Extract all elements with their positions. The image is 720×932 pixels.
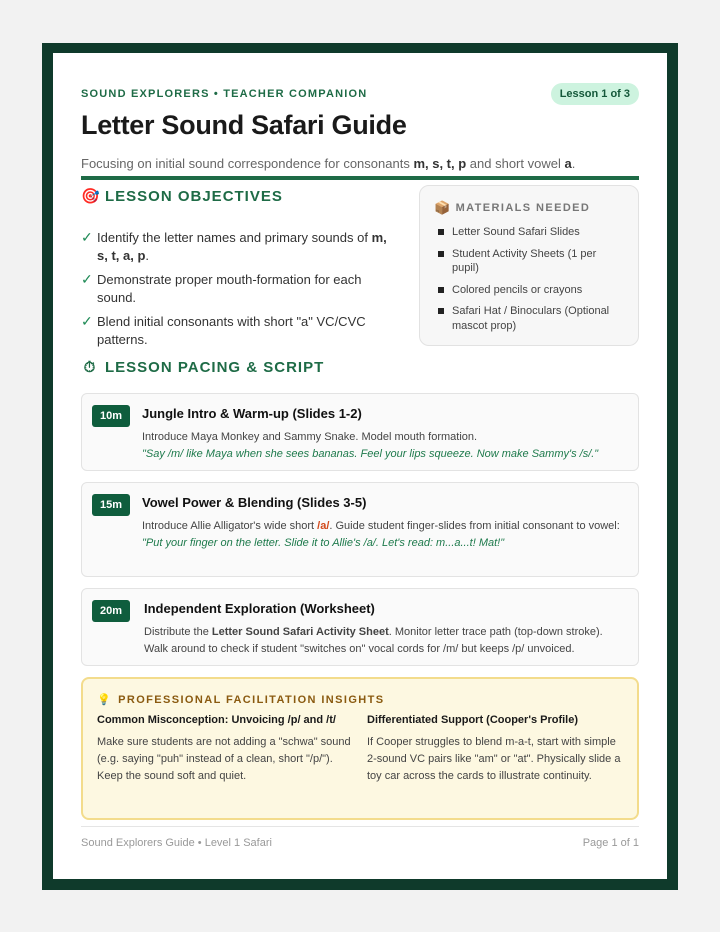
document-page [53,53,667,879]
list-item [81,313,397,348]
bullet-square-icon [438,308,444,314]
bullet-square-icon [438,251,444,257]
package-icon: 📦 [434,200,452,215]
list-item [438,304,624,333]
step-text-bold: Letter Sound Safari Activity Sheet [211,626,389,638]
step-text [142,518,628,535]
objectives-list [81,229,397,355]
pacing-step-3 [81,588,639,666]
list-item [81,271,397,306]
insights-heading-text: PROFESSIONAL FACILITATION INSIGHTS [118,693,385,706]
step-text-end: . Monitor letter trace path (top-down stroke). Walk around to check if student "switches on" vocal cords for /m/ but keeps /p/ unvoiced. [144,626,603,655]
material-text: Student Activity Sheets (1 per pupil) [452,247,597,274]
step-text-part: Introduce Allie Alligator's wide short [142,520,318,532]
pacing-heading-text: LESSON PACING & SCRIPT [105,359,325,376]
checkmark-icon: ✓ [81,229,93,245]
subtitle-letters: m, s, t, p [413,156,467,171]
materials-list [434,225,624,333]
insight-text: Make sure students are not adding a "schwa" sound (e.g. saying "puh" instead of a clean, short "/p/"). Keep the sound soft and quiet. [97,736,351,783]
objectives-heading-text: LESSON OBJECTIVES [105,187,283,205]
insight-title: Common Misconception: Unvoicing /p/ and /t/ [97,714,336,726]
page-footer [81,826,639,849]
insight-differentiated-support [367,714,623,786]
page-title: Letter Sound Safari Guide [81,110,407,140]
pacing-step-2 [81,482,639,577]
objective-text: Demonstrate proper mouth-formation for each sound. [97,272,362,305]
material-text: Colored pencils or crayons [452,283,583,296]
vowel-sound-highlight: /a/ [317,520,330,532]
pacing-heading [81,359,324,376]
insights-box [81,677,639,820]
header-divider [81,176,639,180]
duration-badge: 10m [92,405,130,427]
step-script-quote: "Put your finger on the letter. Slide it to Allie's /a/. Let's read: m...a...t! Mat!" [142,537,505,549]
page-frame [42,43,678,890]
step-title: Vowel Power & Blending (Slides 3-5) [142,495,367,510]
step-script-quote: "Say /m/ like Maya when she sees bananas. Feel your lips squeeze. Now make Sammy's /s/." [142,448,599,460]
eyebrow-label: SOUND EXPLORERS • TEACHER COMPANION [81,88,368,100]
objective-text-bold: m, s, t, a, p [97,230,387,263]
list-item [81,229,397,264]
subtitle-vowel: a [564,156,572,171]
objective-text [97,229,397,264]
footer-guide-label: Sound Explorers Guide • Level 1 Safari [81,837,272,849]
lightbulb-icon: 💡 [97,694,113,706]
footer-page-number: Page 1 of 1 [582,837,639,849]
step-text: Introduce Maya Monkey and Sammy Snake. Model mouth formation. [142,431,478,443]
bullet-square-icon [438,287,444,293]
checkmark-icon: ✓ [81,313,93,329]
insight-misconception [97,714,353,786]
materials-heading [434,200,624,216]
objective-text: Blend initial consonants with short "a" VC/CVC patterns. [97,314,366,347]
step-text [144,624,628,658]
insights-columns [97,714,623,786]
step-body [142,495,628,552]
step-title: Jungle Intro & Warm-up (Slides 1-2) [142,406,362,421]
insights-heading [97,693,623,706]
stopwatch-icon: ⏱ [83,359,97,376]
subtitle-text: Focusing on initial sound correspondence for consonants [81,156,414,171]
list-item [438,225,624,240]
pacing-step-1 [81,393,639,471]
material-text: Letter Sound Safari Slides [452,226,580,238]
subtitle-end: . [571,156,576,171]
lesson-badge: Lesson 1 of 3 [551,83,639,105]
step-body [144,601,628,658]
insight-text: If Cooper struggles to blend m-a-t, start with simple 2-sound VC pairs like "am" or "at". Physically slide a toy car across the cards to illustrate continuity. [367,736,621,783]
step-body [142,406,628,463]
page-subtitle [81,156,575,171]
objective-text-end: . [145,247,150,263]
target-icon: 🎯 [81,188,101,205]
subtitle-text-mid: and short vowel [466,156,565,171]
step-title: Independent Exploration (Worksheet) [144,601,375,616]
bullet-square-icon [438,229,444,235]
step-text-part: Distribute the [144,626,212,638]
header-row [81,82,639,106]
list-item [438,247,624,276]
list-item [438,283,624,298]
duration-badge: 15m [92,494,130,516]
material-text: Safari Hat / Binoculars (Optional mascot prop) [452,305,610,332]
checkmark-icon: ✓ [81,271,93,287]
insight-title: Differentiated Support (Cooper's Profile) [367,714,579,726]
duration-badge: 20m [92,600,130,622]
step-text-end: . Guide student finger-slides from initial consonant to vowel: [329,520,620,532]
objective-text-part: Identify the letter names and primary sounds of [97,230,372,245]
materials-heading-text: MATERIALS NEEDED [455,202,591,214]
materials-box [419,185,639,346]
objectives-heading [81,187,283,205]
